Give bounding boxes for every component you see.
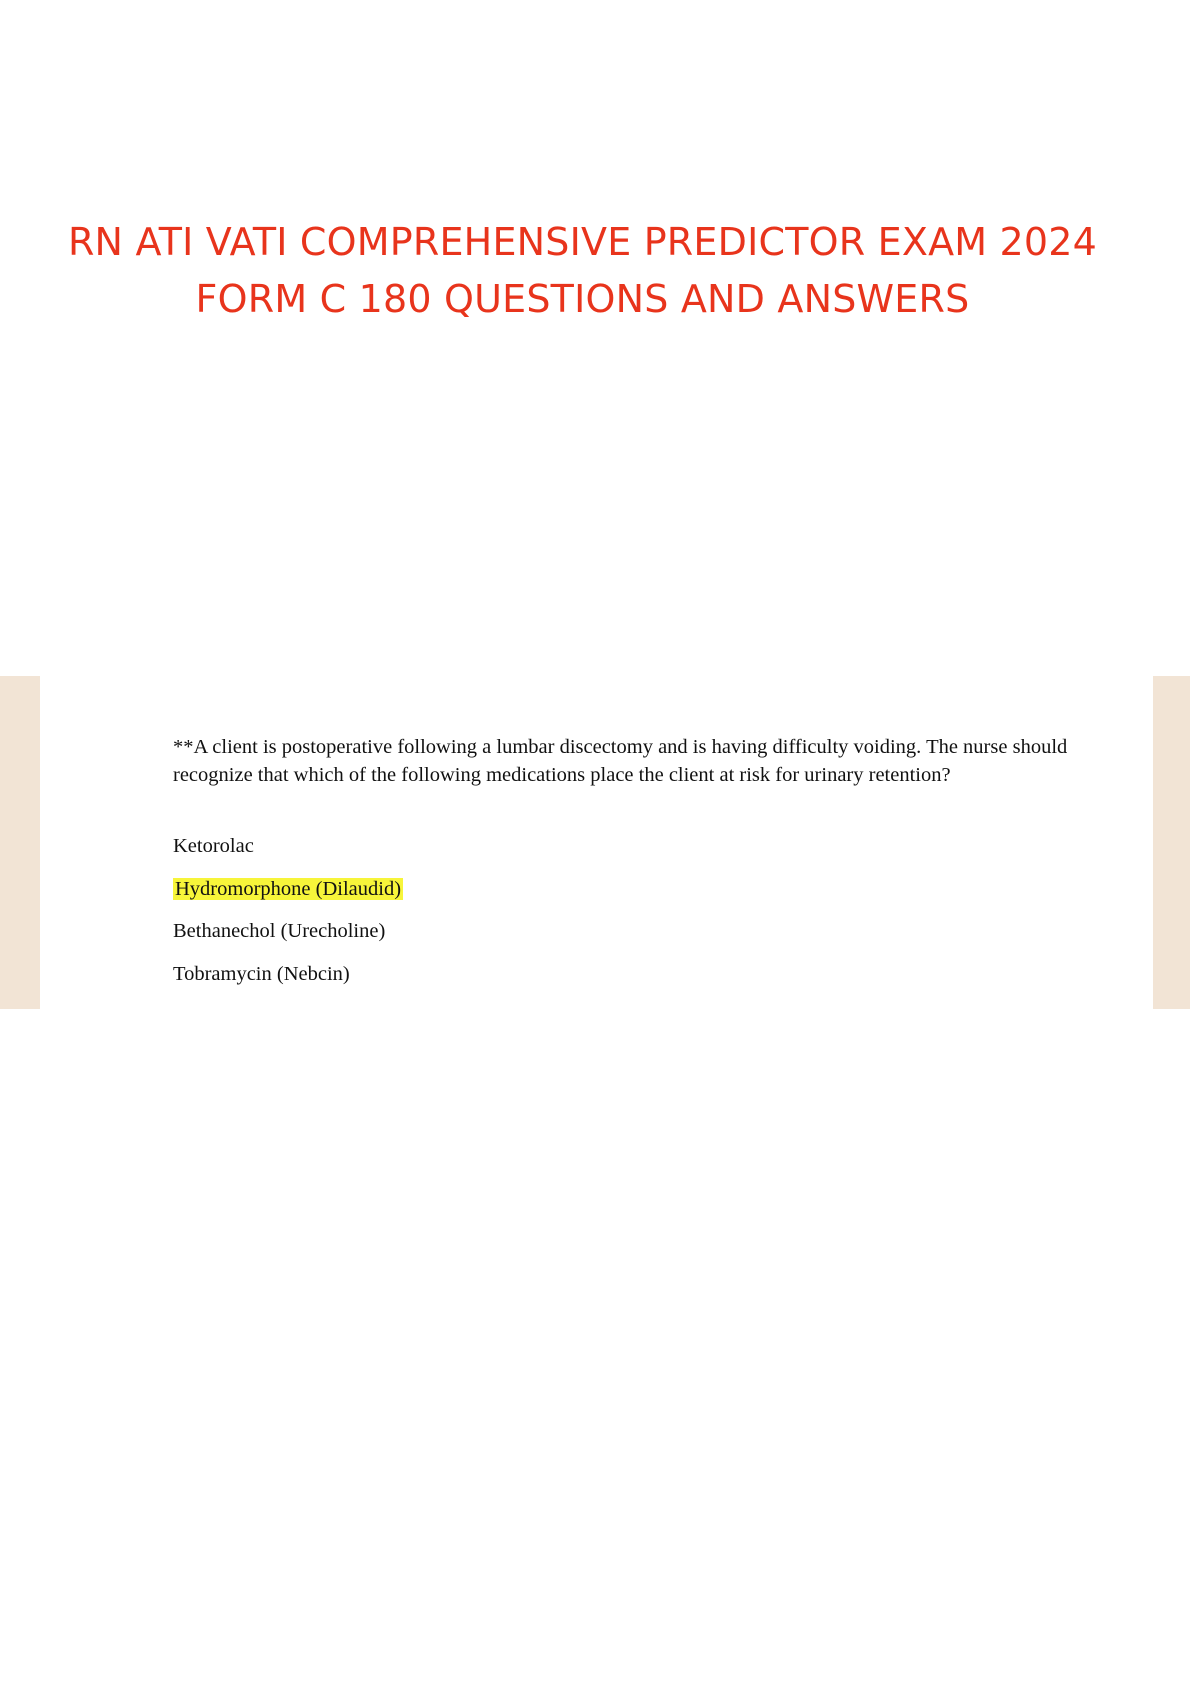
title-line-1: RN ATI VATI COMPREHENSIVE PREDICTOR EXAM 2024 bbox=[67, 220, 1098, 264]
option-label: Bethanechol (Urecholine) bbox=[173, 920, 386, 942]
question-text: **A client is postoperative following a lumbar discectomy and is having difficulty voiding. The nurse should recognize that which of the following medications place the client at risk for urinary retention? bbox=[173, 736, 1068, 786]
option-label: Tobramycin (Nebcin) bbox=[173, 963, 350, 985]
question-screenshot bbox=[40, 676, 1153, 1009]
answer-option-hydromorphone bbox=[173, 876, 403, 902]
answer-option-bethanechol bbox=[173, 918, 385, 944]
highlighted-correct-answer: Hydromorphone (Dilaudid) bbox=[175, 878, 402, 900]
document-title bbox=[0, 214, 1165, 328]
answer-option-ketorolac bbox=[173, 833, 254, 859]
right-side-bar bbox=[1153, 676, 1190, 1009]
answer-option-tobramycin bbox=[173, 961, 350, 987]
title-line-2: FORM C 180 QUESTIONS AND ANSWERS bbox=[195, 277, 970, 321]
option-label: Ketorolac bbox=[173, 835, 254, 857]
left-side-bar bbox=[0, 676, 40, 1009]
